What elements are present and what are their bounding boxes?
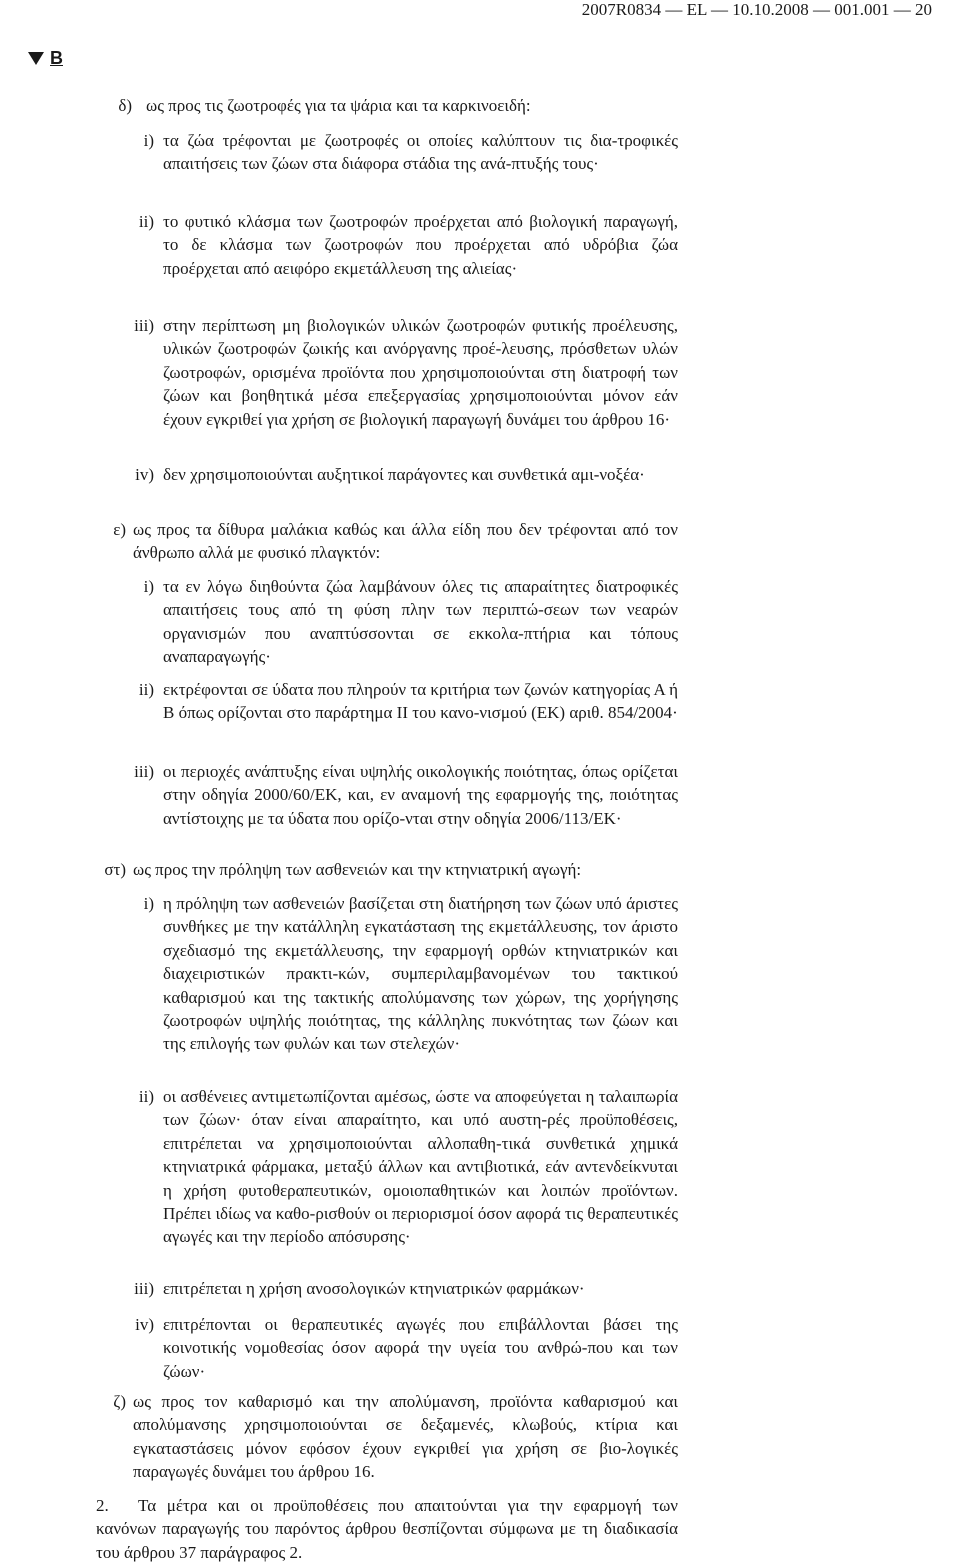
item-label: στ)	[104, 860, 126, 879]
subitem-text: τα ζώα τρέφονται με ζωοτροφές οι οποίες καλύπτουν τις δια-τροφικές απαιτήσεις των ζώων στα διάφορα στάδια της ανά-πτυξής τους·	[163, 131, 678, 174]
document-header: 2007R0834 — EL — 10.10.2008 — 001.001 — 20	[581, 0, 932, 19]
subitem-text: εκτρέφονται σε ύδατα που πληρούν τα κριτήρια των ζωνών κατηγορίας Α ή Β όπως ορίζονται στο παράρτημα II του κανο-νισμού (ΕΚ) αριθ. 854/2004·	[163, 680, 678, 723]
subitem-label: iv)	[135, 1315, 154, 1334]
item-text: ως προς τις ζωοτροφές για τα ψάρια και τα καρκινοειδή:	[146, 96, 531, 115]
subitem-label: iv)	[135, 465, 154, 484]
subitem-label: i)	[143, 894, 154, 913]
subitem-text: η πρόληψη των ασθενειών βασίζεται στη διατήρηση των ζώων υπό άριστες συνθήκες με την κατάλληλη εγκατάσταση της εκμετάλλευσης, τον άριστο σχεδιασμό της εκμετάλλευσης, την εφαρμογή ορθών κτηνιατρικών και διαχειριστικών πρακτι-κών, συμπεριλαμβανομένων του τακτικού καθαρισμού και της τακτικής απολύμανσης των χώρων, της χορήγησης ζωοτροφών υψηλής ποιότητας, της κάλληλης πυκνότητας των ζώων και της επιλογής των φυλών και των στελεχών·	[163, 894, 678, 1054]
item-label: ζ)	[113, 1392, 126, 1411]
subitem-label: i)	[143, 577, 154, 596]
item-label: ε)	[113, 520, 126, 539]
subitem-label: ii)	[138, 680, 154, 699]
subitem-label: i)	[143, 131, 154, 150]
subitem-label: iii)	[134, 316, 154, 335]
paragraph-2	[96, 1494, 678, 1564]
item-text: ως προς τον καθαρισμό και την απολύμανση, προϊόντα καθαρισμού και απολύμανσης χρησιμοποιούνται σε δεξαμενές, κλωβούς, κτίρια και εγκαταστάσεις μόνον εφόσον έχουν εγκριθεί για χρήση σε βιο-λογικές παραγωγές δυνάμει του άρθρου 16.	[133, 1392, 678, 1482]
subitem-text: στην περίπτωση μη βιολογικών υλικών ζωοτροφών φυτικής προέλευσης, υλικών ζωοτροφών ζωικής και ανόργανης προέ-λευσης, πρόσθετων υλών ζωοτροφών, ορισμένα προϊόντα που χρησιμοποιούνται στη διατροφή των ζώων και βοηθητικά μέσα επεξεργασίας χρησιμοποιούνται μόνον εάν έχουν εγκριθεί για χρήση σε βιολογική παραγωγή δυνάμει του άρθρου 16·	[163, 316, 678, 429]
subitem-text: οι ασθένειες αντιμετωπίζονται αμέσως, ώστε να αποφεύγεται η ταλαιπωρία των ζώων· όταν είναι απαραίτητο, και υπό αυστη-ρές προϋποθέσεις, επιτρέπεται να χρησιμοποιούνται αλλοπαθη-τικά συνθετικά χημικά κτηνιατρικά φάρμακα, μεταξύ άλλων και αντιβιοτικά, εάν αντενδείκνυται η χρήση φυτοθεραπευτικών, ομοιοπαθητικών και λοιπών προϊόντων. Πρέπει ιδίως να καθο-ρισθούν οι περιορισμοί όσον αφορά τις θεραπευτικές αγωγές και την περίοδο απόσυρσης·	[163, 1087, 678, 1247]
amendment-marker	[28, 48, 63, 69]
item-text: ως προς την πρόληψη των ασθενειών και την κτηνιατρική αγωγή:	[133, 860, 582, 879]
subitem-label: ii)	[138, 212, 154, 231]
subitem-text: τα εν λόγω διηθούντα ζώα λαμβάνουν όλες τις απαραίτητες διατροφικές απαιτήσεις τους από τη φύση πλην των περιπτώ-σεων των νεαρών οργανισμών που αναπτύσσονται σε εκκολα-πτήρια και τόπους αναπαραγωγής·	[163, 577, 678, 667]
subitem-text: επιτρέπονται οι θεραπευτικές αγωγές που επιβάλλονται βάσει της κοινοτικής νομοθεσίας όσον αφορά την υγεία του ανθρώ-που και των ζώων·	[163, 1315, 678, 1381]
subitem-label: ii)	[138, 1087, 154, 1106]
subitem-label: iii)	[134, 1279, 154, 1298]
subitem-text: το φυτικό κλάσμα των ζωοτροφών προέρχεται από βιολογική παραγωγή, το δε κλάσμα των ζωοτροφών που προέρχεται από υδρόβια ζώα προέρχεται από αειφόρο εκμετάλλευση της αλιείας·	[163, 212, 678, 278]
subitem-text: οι περιοχές ανάπτυξης είναι υψηλής οικολογικής ποιότητας, όπως ορίζεται στην οδηγία 2000/60/ΕΚ, και, εν αναμονή της εφαρμογής της, ποιότητας αντίστοιχης με τα ύδατα που ορίζο-νται στην οδηγία 2006/113/ΕΚ·	[163, 762, 678, 828]
amendment-marker-letter: B	[50, 48, 63, 68]
paragraph-number: 2.	[96, 1496, 109, 1515]
subitem-label: iii)	[134, 762, 154, 781]
paragraph-text: Τα μέτρα και οι προϋποθέσεις που απαιτούνται για την εφαρμογή των κανόνων παραγωγής του παρόντος άρθρου θεσπίζονται σύμφωνα με τη διαδικασία του άρθρου 37 παράγραφος 2.	[96, 1496, 678, 1562]
triangle-down-icon	[28, 52, 44, 65]
item-label: δ)	[118, 96, 132, 115]
subitem-text: δεν χρησιμοποιούνται αυξητικοί παράγοντες και συνθετικά αμι-νοξέα·	[163, 465, 645, 484]
item-text: ως προς τα δίθυρα μαλάκια καθώς και άλλα είδη που δεν τρέφονται από τον άνθρωπο αλλά με φυσικό πλαγκτόν:	[133, 520, 678, 563]
subitem-text: επιτρέπεται η χρήση ανοσολογικών κτηνιατρικών φαρμάκων·	[163, 1279, 585, 1298]
